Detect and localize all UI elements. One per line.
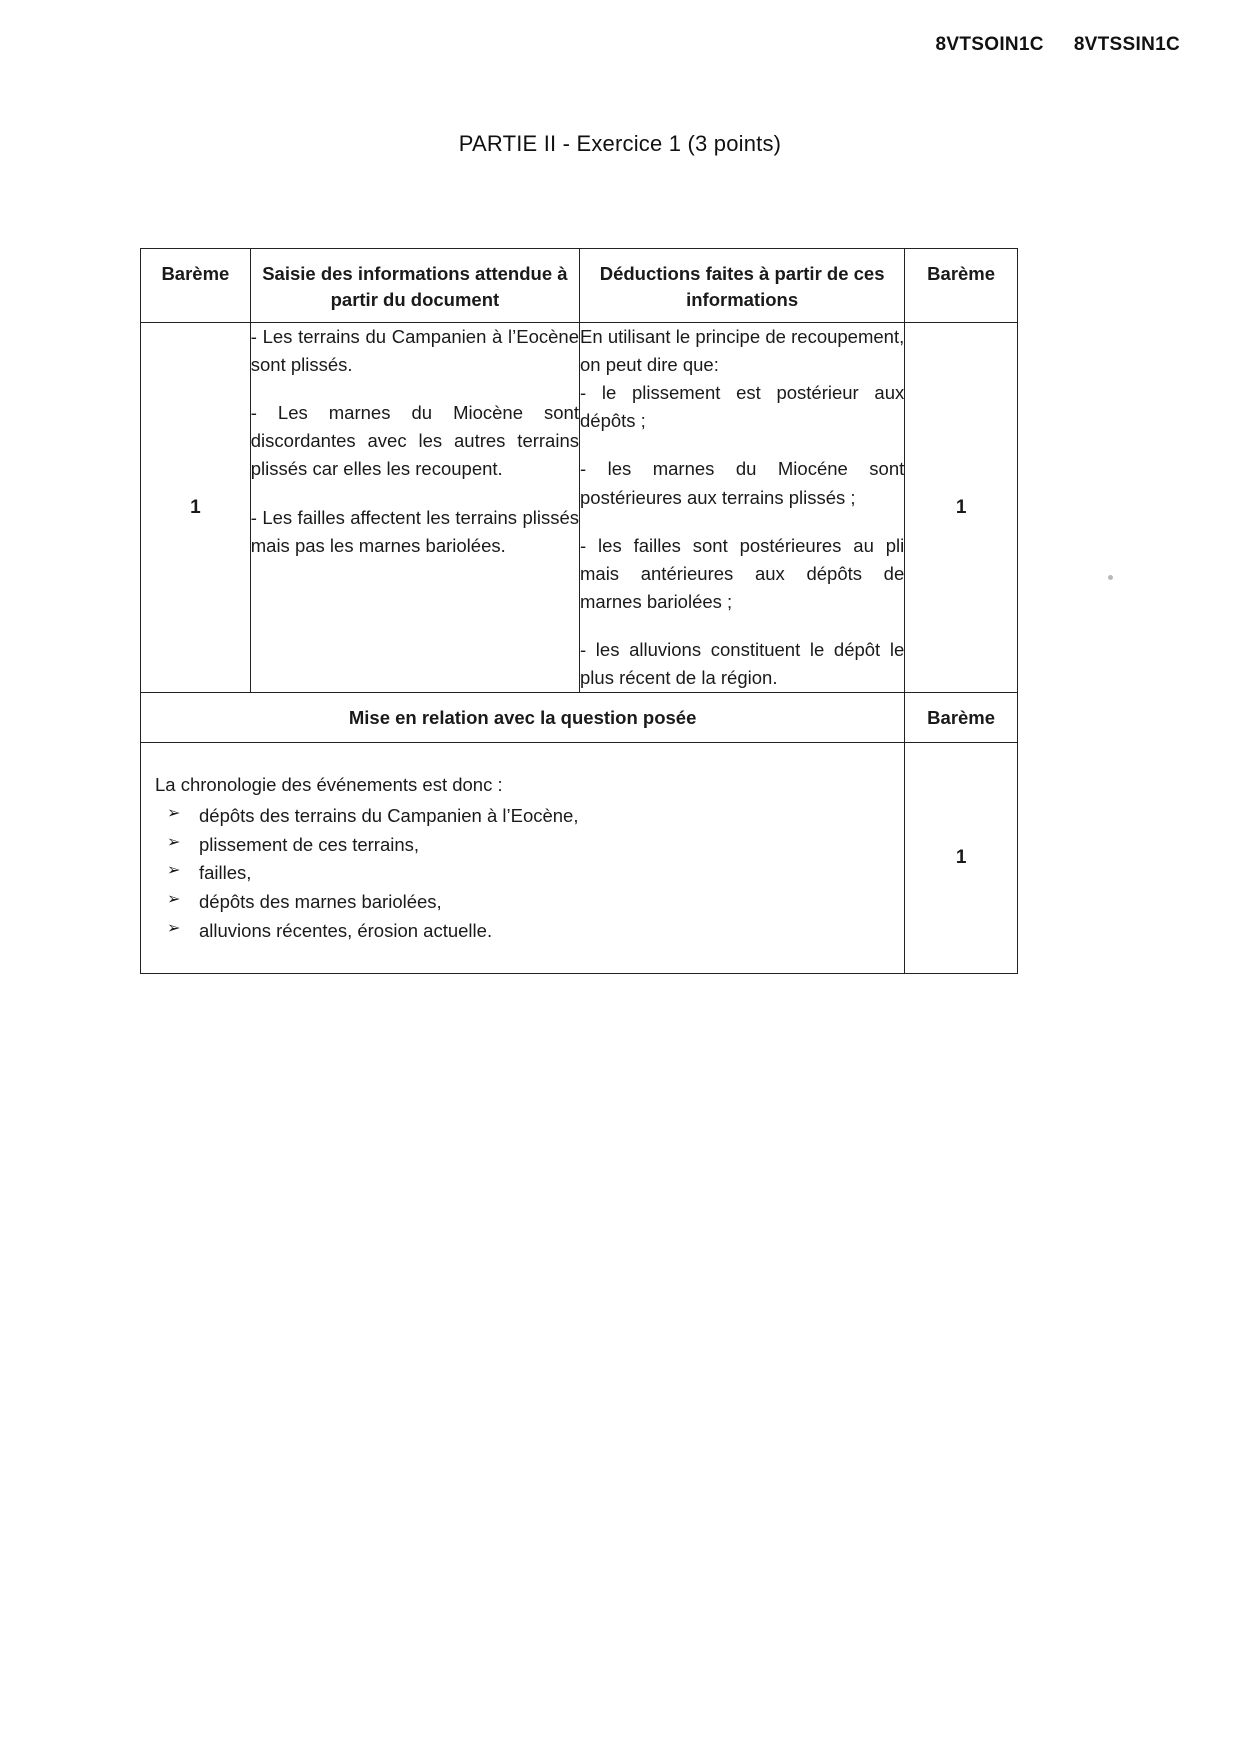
relation-label: Mise en relation avec la question posée [141,693,905,742]
chronology-bareme-value: 1 [955,847,967,869]
arrow-bullet-icon: ➢ [167,890,181,908]
chronology-row [141,743,1017,973]
table-header-row [141,249,1017,323]
exam-code-left: 8VTSOIN1C [935,34,1044,55]
saisie-paragraph-3: - Les failles affectent les terrains plissés mais pas les marnes bariolées. [250,506,579,556]
saisie-column [251,323,580,692]
saisie-paragraph-2: - Les marnes du Miocène sont discordantes avec les autres terrains plissés car elles les recoupent. [250,402,579,480]
list-item [155,888,894,917]
deduction-paragraph-2: - le plissement est postérieur aux dépôts ; [580,382,905,432]
deduction-paragraph-3: - les marnes du Miocéne sont postérieures aux terrains plissés ; [580,458,905,508]
scan-artifact [1108,575,1113,580]
list-item [155,802,894,831]
saisie-paragraph-1: - Les terrains du Campanien à l’Eocène sont plissés. [250,326,579,376]
list-item-label: alluvions récentes, érosion actuelle. [199,919,493,941]
marking-grid [140,248,1018,974]
deductions-column [580,323,905,692]
page-title: PARTIE II - Exercice 1 (3 points) [458,131,782,156]
bareme-left-value: 1 [141,323,251,692]
header-saisie: Saisie des informations attendue à partir du document [251,249,580,322]
arrow-bullet-icon: ➢ [167,862,181,880]
chronology-list [155,802,894,945]
relation-bareme-header: Barème [927,707,996,729]
deduction-paragraph-1: En utilisant le principe de recoupement, on peut dire que: [580,326,905,376]
deduction-paragraph-4: - les failles sont postérieures au pli mais antérieures aux dépôts de marnes bariolées ; [580,534,905,612]
list-item-label: failles, [199,862,252,884]
list-item-label: dépôts des terrains du Campanien à l’Eocène, [199,804,579,826]
chronology-intro: La chronologie des événements est donc : [155,774,503,796]
relation-row [141,693,1017,743]
arrow-bullet-icon: ➢ [167,919,181,937]
bareme-right-value: 1 [955,496,967,518]
list-item [155,859,894,888]
list-item [155,831,894,860]
table-body-row [141,323,1017,693]
list-item-label: dépôts des marnes bariolées, [199,890,442,912]
header-bareme-right: Barème [927,263,996,284]
chronology-cell [141,743,905,973]
list-item [155,917,894,946]
exam-code-right: 8VTSSIN1C [1073,34,1180,55]
arrow-bullet-icon: ➢ [167,804,181,822]
header-deductions: Déductions faites à partir de ces informations [580,249,905,322]
deduction-paragraph-5: - les alluvions constituent le dépôt le plus récent de la région. [580,639,905,689]
header-bareme-left: Barème [141,249,251,322]
header-codes [936,34,1180,56]
list-item-label: plissement de ces terrains, [199,833,420,855]
arrow-bullet-icon: ➢ [167,833,181,851]
